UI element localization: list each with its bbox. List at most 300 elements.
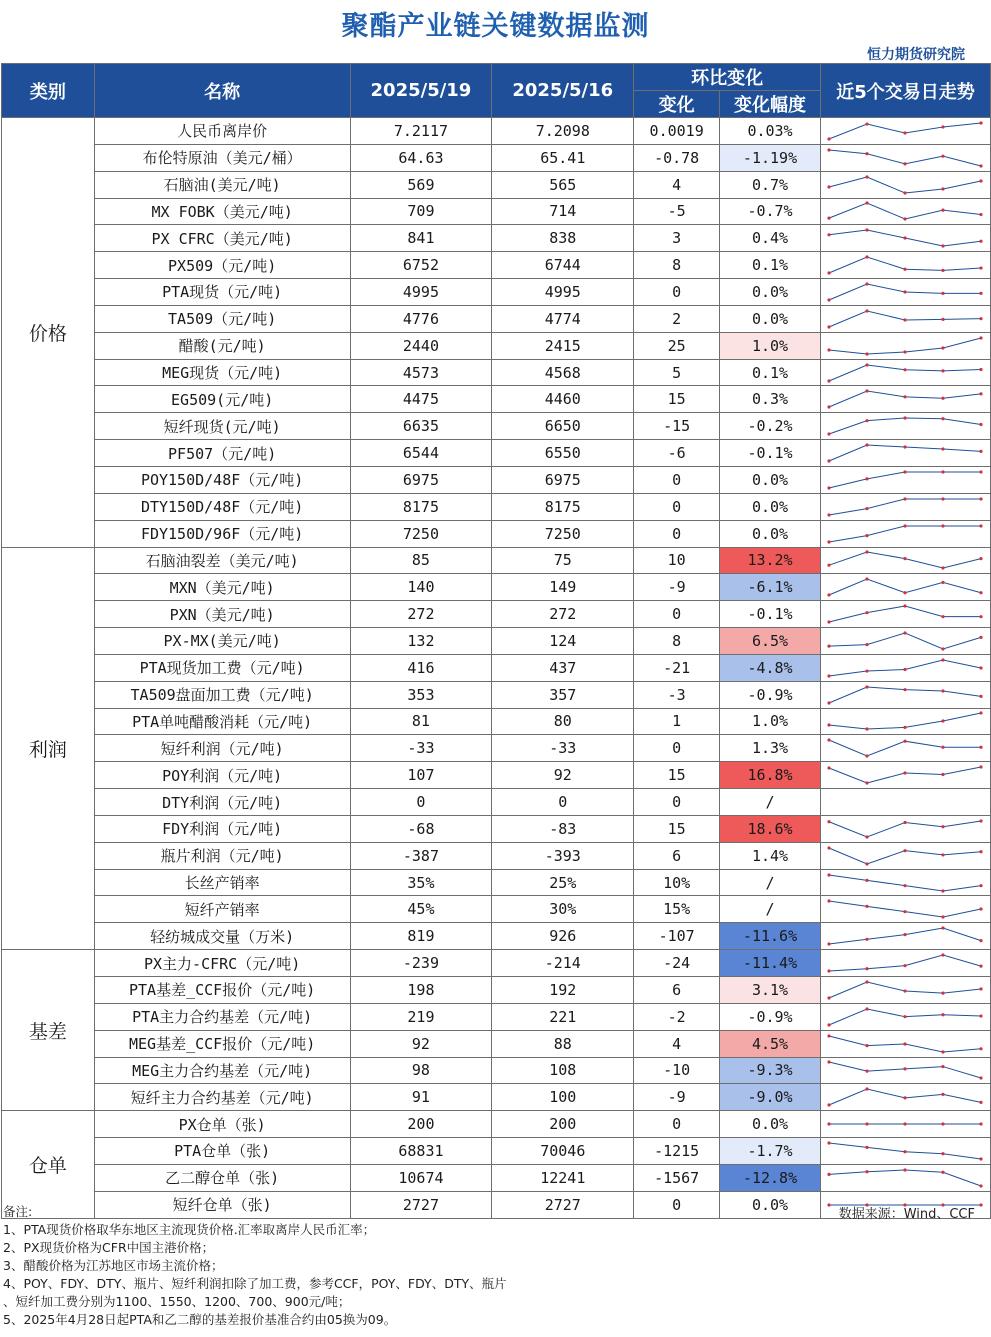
trend-cell (820, 815, 990, 842)
sparkline (821, 199, 989, 223)
change-pct-cell: 0.4% (720, 225, 821, 252)
change-cell: 0 (634, 735, 720, 762)
sparkline-path (829, 499, 981, 515)
sparkline-point (827, 325, 830, 328)
trend-cell (820, 1030, 990, 1057)
sparkline-point (979, 884, 982, 887)
value-date1-cell: 107 (350, 762, 492, 789)
name-cell: 短纤仓单（张) (94, 1191, 350, 1218)
value-date1-cell: 91 (350, 1084, 492, 1111)
sparkline-point (827, 724, 830, 727)
sparkline-point (979, 1101, 982, 1104)
table-row (2, 440, 991, 467)
sparkline-path (829, 391, 981, 407)
value-date2-cell: 70046 (492, 1138, 634, 1165)
sparkline-point (941, 916, 944, 919)
change-cell: 25 (634, 332, 720, 359)
trend-cell (820, 950, 990, 977)
table-row (2, 493, 991, 520)
change-cell: -5 (634, 198, 720, 225)
name-cell: FDY150D/96F（元/吨) (94, 520, 350, 547)
value-date2-cell: 124 (492, 628, 634, 655)
sparkline (821, 1005, 989, 1029)
sparkline-path (829, 203, 981, 219)
change-pct-cell: 1.3% (720, 735, 821, 762)
value-date1-cell: 92 (350, 1030, 492, 1057)
value-date2-cell: 0 (492, 789, 634, 816)
sparkline-point (865, 534, 868, 537)
sparkline-point (903, 1068, 906, 1071)
sparkline-point (941, 1050, 944, 1053)
sparkline-point (903, 470, 906, 473)
sparkline-point (941, 346, 944, 349)
value-date2-cell: 30% (492, 896, 634, 923)
change-cell: -15 (634, 413, 720, 440)
value-date2-cell: 25% (492, 869, 634, 896)
table-row (2, 842, 991, 869)
sparkline-point (941, 581, 944, 584)
sparkline-point (979, 746, 982, 749)
value-date2-cell: 65.41 (492, 144, 634, 171)
name-cell: PTA仓单（张) (94, 1138, 350, 1165)
sparkline-point (979, 1184, 982, 1187)
value-date2-cell: 92 (492, 762, 634, 789)
sparkline-point (865, 282, 868, 285)
sparkline-point (941, 746, 944, 749)
sparkline (821, 414, 989, 438)
value-date1-cell: 64.63 (350, 144, 492, 171)
value-date2-cell: 192 (492, 977, 634, 1004)
sparkline (821, 817, 989, 841)
value-date2-cell: 4774 (492, 305, 634, 332)
sparkline (821, 1166, 989, 1190)
sparkline-point (941, 689, 944, 692)
sparkline-point (827, 900, 830, 903)
name-cell: 短纤产销率 (94, 896, 350, 923)
sparkline (821, 656, 989, 680)
name-cell: DTY利润（元/吨) (94, 789, 350, 816)
value-date1-cell: 0 (350, 789, 492, 816)
sparkline-point (827, 1203, 830, 1206)
sparkline-point (865, 1070, 868, 1073)
sparkline-point (979, 336, 982, 339)
sparkline-point (865, 309, 868, 312)
sparkline-point (979, 121, 982, 124)
sparkline-point (865, 878, 868, 881)
sparkline-path (829, 123, 981, 139)
change-pct-cell: 6.5% (720, 628, 821, 655)
table-row (2, 1164, 991, 1191)
sparkline-point (827, 621, 830, 624)
org-label: 恒力期货研究院 (867, 47, 965, 63)
trend-cell (820, 1057, 990, 1084)
change-cell: -2 (634, 1003, 720, 1030)
sparkline-point (903, 290, 906, 293)
trend-cell (820, 923, 990, 950)
sparkline-point (979, 666, 982, 669)
change-cell: -1567 (634, 1164, 720, 1191)
change-cell: 3 (634, 225, 720, 252)
sparkline (821, 978, 989, 1002)
sparkline (821, 280, 989, 304)
sparkline (821, 736, 989, 760)
change-cell: -21 (634, 654, 720, 681)
header-date2: 2025/5/16 (492, 64, 634, 118)
value-date1-cell: 416 (350, 654, 492, 681)
value-date2-cell: -214 (492, 950, 634, 977)
sparkline-path (829, 955, 981, 971)
sparkline-point (941, 154, 944, 157)
table-row (2, 520, 991, 547)
header-trend: 近5个交易日走势 (820, 64, 990, 118)
change-cell: 15 (634, 815, 720, 842)
sparkline-point (903, 1042, 906, 1045)
value-date2-cell: 4995 (492, 279, 634, 306)
category-cell: 价格 (2, 118, 95, 548)
change-pct-cell: 0.0% (720, 1111, 821, 1138)
change-cell: 4 (634, 171, 720, 198)
sparkline (821, 602, 989, 626)
sparkline-point (979, 819, 982, 822)
sparkline-point (827, 217, 830, 220)
notes (3, 1203, 507, 1329)
table-row (2, 950, 991, 977)
sparkline (821, 495, 989, 519)
sparkline-point (903, 933, 906, 936)
sparkline-point (827, 185, 830, 188)
sparkline (821, 522, 989, 546)
sparkline (821, 1112, 989, 1136)
sparkline-point (865, 507, 868, 510)
sparkline-point (903, 631, 906, 634)
value-date2-cell: 12241 (492, 1164, 634, 1191)
change-pct-cell: 0.0% (720, 520, 821, 547)
sparkline-point (979, 615, 982, 618)
change-pct-cell: -11.6% (720, 923, 821, 950)
change-pct-cell: 0.0% (720, 279, 821, 306)
change-pct-cell: 0.0% (720, 493, 821, 520)
table-row (2, 869, 991, 896)
value-date1-cell: 45% (350, 896, 492, 923)
sparkline-point (979, 766, 982, 769)
change-pct-cell: -0.1% (720, 440, 821, 467)
sparkline-point (979, 179, 982, 182)
table-row (2, 466, 991, 493)
value-date2-cell: 6650 (492, 413, 634, 440)
trend-cell (820, 413, 990, 440)
sparkline-point (979, 1157, 982, 1160)
sparkline-point (865, 938, 868, 941)
name-cell: PX-MX(美元/吨) (94, 628, 350, 655)
sparkline-point (979, 939, 982, 942)
sparkline-point (827, 820, 830, 823)
table-row (2, 601, 991, 628)
sparkline-point (941, 269, 944, 272)
sparkline-point (827, 379, 830, 382)
sparkline-point (941, 615, 944, 618)
name-cell: MXN（美元/吨) (94, 574, 350, 601)
change-pct-cell: / (720, 789, 821, 816)
change-cell: 0 (634, 1111, 720, 1138)
name-cell: DTY150D/48F（元/吨) (94, 493, 350, 520)
trend-cell (820, 225, 990, 252)
name-cell: PX CFRC（美元/吨) (94, 225, 350, 252)
value-date1-cell: 2440 (350, 332, 492, 359)
sparkline-point (941, 245, 944, 248)
table-row (2, 1111, 991, 1138)
sparkline-point (979, 1047, 982, 1050)
sparkline-point (979, 636, 982, 639)
note-line: 备注: (3, 1204, 33, 1219)
sparkline-point (903, 1150, 906, 1153)
sparkline-point (865, 1044, 868, 1047)
value-date2-cell: 108 (492, 1057, 634, 1084)
sparkline (821, 146, 989, 170)
sparkline-path (829, 606, 981, 622)
sparkline-point (827, 1141, 830, 1144)
value-date1-cell: 7.2117 (350, 118, 492, 145)
sparkline-point (827, 1061, 830, 1064)
change-cell: 0 (634, 601, 720, 628)
sparkline-point (979, 1014, 982, 1017)
sparkline (821, 387, 989, 411)
sparkline-point (827, 873, 830, 876)
sparkline-point (903, 131, 906, 134)
value-date2-cell: 2415 (492, 332, 634, 359)
sparkline-point (903, 910, 906, 913)
sparkline-point (979, 317, 982, 320)
change-cell: 15 (634, 762, 720, 789)
change-pct-cell: 0.0% (720, 466, 821, 493)
header-change-pct: 变化幅度 (720, 91, 821, 118)
table-row (2, 1003, 991, 1030)
sparkline-point (827, 739, 830, 742)
change-pct-cell: 3.1% (720, 977, 821, 1004)
sparkline-point (865, 755, 868, 758)
change-cell: 0 (634, 789, 720, 816)
sparkline-point (979, 557, 982, 560)
sparkline-point (979, 292, 982, 295)
trend-cell (820, 198, 990, 225)
data-table (1, 63, 991, 1219)
table-row (2, 762, 991, 789)
header-change: 变化 (634, 91, 720, 118)
sparkline-point (865, 782, 868, 785)
value-date1-cell: 198 (350, 977, 492, 1004)
sparkline-point (903, 318, 906, 321)
value-date1-cell: 4995 (350, 279, 492, 306)
category-cell: 利润 (2, 547, 95, 950)
sparkline-point (865, 390, 868, 393)
name-cell: 短纤利润（元/吨) (94, 735, 350, 762)
name-cell: PF507（元/吨) (94, 440, 350, 467)
change-cell: -10 (634, 1057, 720, 1084)
change-pct-cell: -6.1% (720, 574, 821, 601)
sparkline-point (827, 433, 830, 436)
table-row (2, 252, 991, 279)
sparkline-point (941, 647, 944, 650)
table-row (2, 1057, 991, 1084)
sparkline-point (941, 369, 944, 372)
value-date2-cell: 6550 (492, 440, 634, 467)
sparkline-point (827, 644, 830, 647)
value-date1-cell: 819 (350, 923, 492, 950)
sparkline-point (865, 980, 868, 983)
sparkline-point (865, 256, 868, 259)
sparkline-point (941, 825, 944, 828)
sparkline-point (827, 594, 830, 597)
sparkline (821, 119, 989, 143)
trend-cell (820, 305, 990, 332)
trend-cell (820, 520, 990, 547)
sparkline-point (979, 450, 982, 453)
sparkline-point (979, 712, 982, 715)
change-cell: 6 (634, 842, 720, 869)
change-pct-cell: 0.0% (720, 305, 821, 332)
name-cell: EG509(元/吨) (94, 386, 350, 413)
table-row (2, 1030, 991, 1057)
sparkline-point (903, 350, 906, 353)
trend-cell (820, 1164, 990, 1191)
name-cell: 长丝产销率 (94, 869, 350, 896)
table-row (2, 574, 991, 601)
value-date2-cell: 926 (492, 923, 634, 950)
change-cell: 5 (634, 359, 720, 386)
sparkline (821, 1139, 989, 1163)
sparkline (821, 307, 989, 331)
sparkline-point (979, 591, 982, 594)
change-pct-cell: -9.3% (720, 1057, 821, 1084)
sparkline-point (979, 240, 982, 243)
change-pct-cell: 0.3% (720, 386, 821, 413)
change-cell: 15% (634, 896, 720, 923)
table-row (2, 654, 991, 681)
name-cell: PTA单吨醋酸消耗（元/吨) (94, 708, 350, 735)
sparkline-path (829, 472, 981, 488)
change-pct-cell: -0.9% (720, 1003, 821, 1030)
name-cell: MEG基差_CCF报价（元/吨) (94, 1030, 350, 1057)
sparkline (821, 1085, 989, 1109)
change-cell: 15 (634, 386, 720, 413)
name-cell: 石脑油(美元/吨) (94, 171, 350, 198)
table-row (2, 359, 991, 386)
trend-cell (820, 466, 990, 493)
value-date2-cell: 80 (492, 708, 634, 735)
trend-cell (820, 279, 990, 306)
sparkline-point (941, 1093, 944, 1096)
sparkline-point (865, 669, 868, 672)
sparkline-point (979, 524, 982, 527)
table-row (2, 279, 991, 306)
value-date2-cell: 838 (492, 225, 634, 252)
sparkline-point (827, 701, 830, 704)
name-cell: PX仓单（张) (94, 1111, 350, 1138)
name-cell: MEG现货（元/吨) (94, 359, 350, 386)
sparkline-point (941, 318, 944, 321)
sparkline-point (903, 1168, 906, 1171)
change-pct-cell: -1.7% (720, 1138, 821, 1165)
sparkline-path (829, 418, 981, 434)
trend-cell (820, 493, 990, 520)
change-pct-cell: 0.1% (720, 359, 821, 386)
sparkline-path (829, 526, 981, 542)
table-row (2, 118, 991, 145)
sparkline-path (829, 177, 981, 193)
sparkline-point (903, 524, 906, 527)
table-row (2, 225, 991, 252)
sparkline-point (903, 884, 906, 887)
name-cell: 轻纺城成交量（万米) (94, 923, 350, 950)
sparkline (821, 468, 989, 492)
change-pct-cell: 16.8% (720, 762, 821, 789)
change-pct-cell: -9.0% (720, 1084, 821, 1111)
sparkline-point (979, 367, 982, 370)
change-pct-cell: 0.7% (720, 171, 821, 198)
sparkline-point (865, 611, 868, 614)
note-line: 1、PTA现货价格取华东地区主流现货价格.汇率取离岸人民币汇率； (3, 1222, 376, 1237)
table-row (2, 628, 991, 655)
sparkline-point (941, 497, 944, 500)
table-row (2, 977, 991, 1004)
sparkline-point (903, 368, 906, 371)
name-cell: PTA主力合约基差（元/吨) (94, 1003, 350, 1030)
change-pct-cell: 1.4% (720, 842, 821, 869)
change-cell: 0 (634, 520, 720, 547)
value-date2-cell: 565 (492, 171, 634, 198)
value-date2-cell: 4568 (492, 359, 634, 386)
value-date1-cell: 7250 (350, 520, 492, 547)
sparkline-point (827, 298, 830, 301)
trend-cell (820, 118, 990, 145)
change-pct-cell: 18.6% (720, 815, 821, 842)
table-row (2, 1084, 991, 1111)
sparkline (821, 844, 989, 868)
value-date1-cell: 85 (350, 547, 492, 574)
sparkline-point (941, 1170, 944, 1173)
sparkline-point (941, 953, 944, 956)
name-cell: PX主力-CFRC（元/吨) (94, 950, 350, 977)
sparkline-point (979, 393, 982, 396)
value-date1-cell: 4475 (350, 386, 492, 413)
sparkline-point (827, 513, 830, 516)
sparkline-point (941, 1065, 944, 1068)
sparkline-point (979, 164, 982, 167)
page-title: 聚酯产业链关键数据监测 (341, 11, 650, 42)
table-row (2, 735, 991, 762)
sparkline (821, 575, 989, 599)
value-date1-cell: 353 (350, 681, 492, 708)
sparkline-point (827, 996, 830, 999)
table-row (2, 386, 991, 413)
value-date2-cell: 357 (492, 681, 634, 708)
trend-cell (820, 842, 990, 869)
sparkline-point (903, 668, 906, 671)
note-line: 、短纤加工费分别为1100、1550、1200、700、900元/吨； (3, 1294, 351, 1309)
value-date1-cell: 6544 (350, 440, 492, 467)
sparkline-point (979, 965, 982, 968)
name-cell: 布伦特原油（美元/桶） (94, 144, 350, 171)
value-date1-cell: 4573 (350, 359, 492, 386)
sparkline (821, 924, 989, 948)
change-pct-cell: -4.8% (720, 654, 821, 681)
change-cell: 10 (634, 547, 720, 574)
note-line: 2、PX现货价格为CFR中国主港价格； (3, 1240, 215, 1255)
sparkline-point (903, 1015, 906, 1018)
change-cell: 8 (634, 252, 720, 279)
value-date2-cell: -33 (492, 735, 634, 762)
trend-cell (820, 735, 990, 762)
trend-cell (820, 896, 990, 923)
